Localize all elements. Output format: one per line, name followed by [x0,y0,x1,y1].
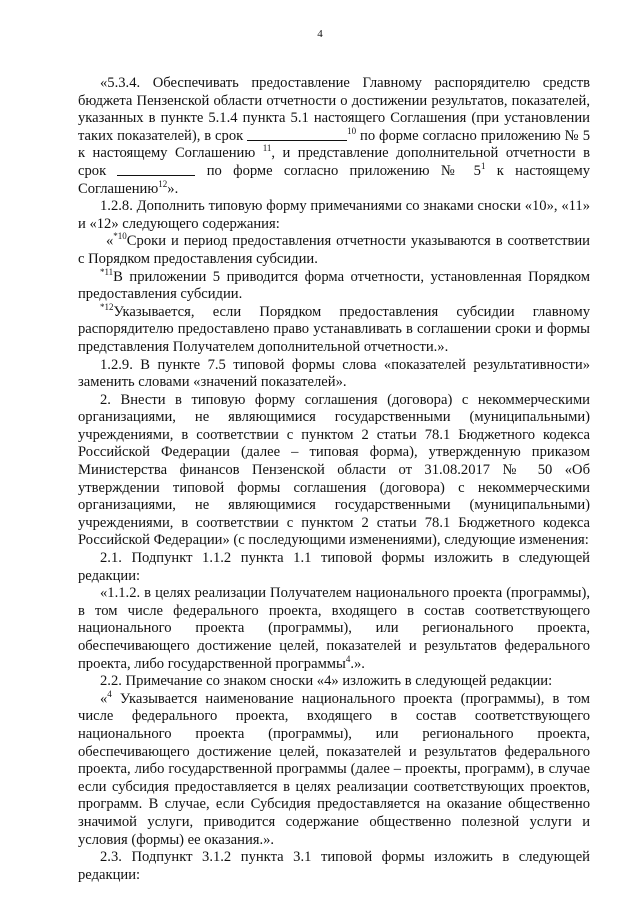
p1-text-b: по форме согласно приложению № 5 к настоящему Соглашению [78,127,591,162]
p1-text-d: по форме согласно приложению № 5 [206,162,481,179]
p1-text-f: ». [167,180,179,197]
paragraph-2-1: 2.1. Подпункт 1.1.2 пункта 1.1 типовой формы изложить в следующей редакции: [78,550,590,584]
paragraph-5-3-4 [78,75,590,198]
footnote-4-body: Указывается наименование национального проекта (программы), в том числе федерального проекта, входящего в состав соответствующего национального проекта (программы), или регионального проекта, обеспечивающего достижение целей, показателей и результатов федерального проекта, либо государственной программы (далее – проекты, программ), в случае если субсидия предоставляется в целях реализации соответствующих проектов, программ. В случае, если Субсидия предоставляется на оказание общественно значимой услуги, приводится содержание общественно полезной услуги и условия (формы) ее оказания.». [78,690,590,848]
paragraph-2: 2. Внести в типовую форму соглашения (договора) с некоммерческими организациями, не являющимися государственными (муниципальными) учреждениями, в соответствии с пунктом 2 статьи 78.1 Бюджетного кодекса Российской Федерации (далее – типовая форма), утвержденную приказом Министерства финансов Пензенской области от 31.08.2017 № 50 «Об утверждении типовой формы соглашения (договора) с некоммерческими организациями, не являющимися государственными (муниципальными) учреждениями, в соответствии с пунктом 2 статьи 78.1 Бюджетного кодекса Российской Федерации» (с последующими изменениями), следующие изменения: [78,391,590,549]
footnote-mark-12: *12 [100,301,114,312]
footnote-12-body: Указывается, если Порядком предоставления субсидии главному распорядителю предоставлено право устанавливать в соглашении сроки и формы представления Получателем дополнительной отчетности.». [78,303,590,355]
p1-text-c: , и представление дополнительной отчетности в срок [78,145,590,179]
footnote-11-text [78,266,590,304]
footnote-11-body: В приложении 5 приводится форма отчетности, установленная Порядком предоставления субсидии. [78,268,590,303]
blank-line [247,128,347,141]
document-body [78,75,590,884]
open-quote: « [100,690,108,707]
paragraph-2-3: 2.3. Подпункт 3.1.2 пункта 3.1 типовой формы изложить в следующей редакции: [78,849,590,883]
footnote-mark-4: 4 [107,688,112,699]
quoted-1-1-2-end: .». [350,655,365,672]
footnote-10-body: Сроки и период предоставления отчетности указываются в соответствии с Порядком предоставления субсидии. [78,233,590,267]
footnote-10-text [78,233,590,268]
paragraph-1-2-9: 1.2.9. В пункте 7.5 типовой формы слова «показателей результативности» заменить словами «значений показателей». [78,356,590,391]
footnote-12-text [78,301,590,357]
open-quote: « [106,233,114,250]
paragraph-2-2: 2.2. Примечание со знаком сноски «4» изложить в следующей редакции: [100,673,553,690]
quoted-1-1-2 [78,585,590,673]
page-number: 4 [317,28,323,40]
p1-text-a: «5.3.4. Обеспечивать предоставление Главному распорядителю средств бюджета Пензенской области отчетности о достижении результатов, показателей, указанных в пункте 5.1.4 пункта 5.1 настоящего Соглашения (при установлении таких показателей), в срок [78,75,590,144]
footnote-mark-10: *10 [113,231,127,242]
footnote-ref-1: 1 [480,160,486,171]
paragraph-1-2-8: 1.2.8. Дополнить типовую форму примечаниями со знаками сноски «10», «11» и «12» следующего содержания: [78,198,590,232]
footnote-ref-12: 12 [158,178,168,189]
p1-text-e: к настоящему Соглашению [78,162,591,197]
footnote-4-text [78,688,590,849]
footnote-ref-11: 11 [262,143,272,154]
footnote-ref-10: 10 [347,125,357,136]
quoted-1-1-2-body: «1.1.2. в целях реализации Получателем национального проекта (программы), в том числе федерального проекта, входящего в состав соответствующего национального проекта (программы), или регионального проекта, обеспечивающего достижение целей, показателей и результатов федерального проекта, либо государственной программы [78,585,590,672]
footnote-mark-11: *11 [100,266,114,277]
blank-line [117,163,195,176]
footnote-ref-4: 4 [345,653,351,664]
